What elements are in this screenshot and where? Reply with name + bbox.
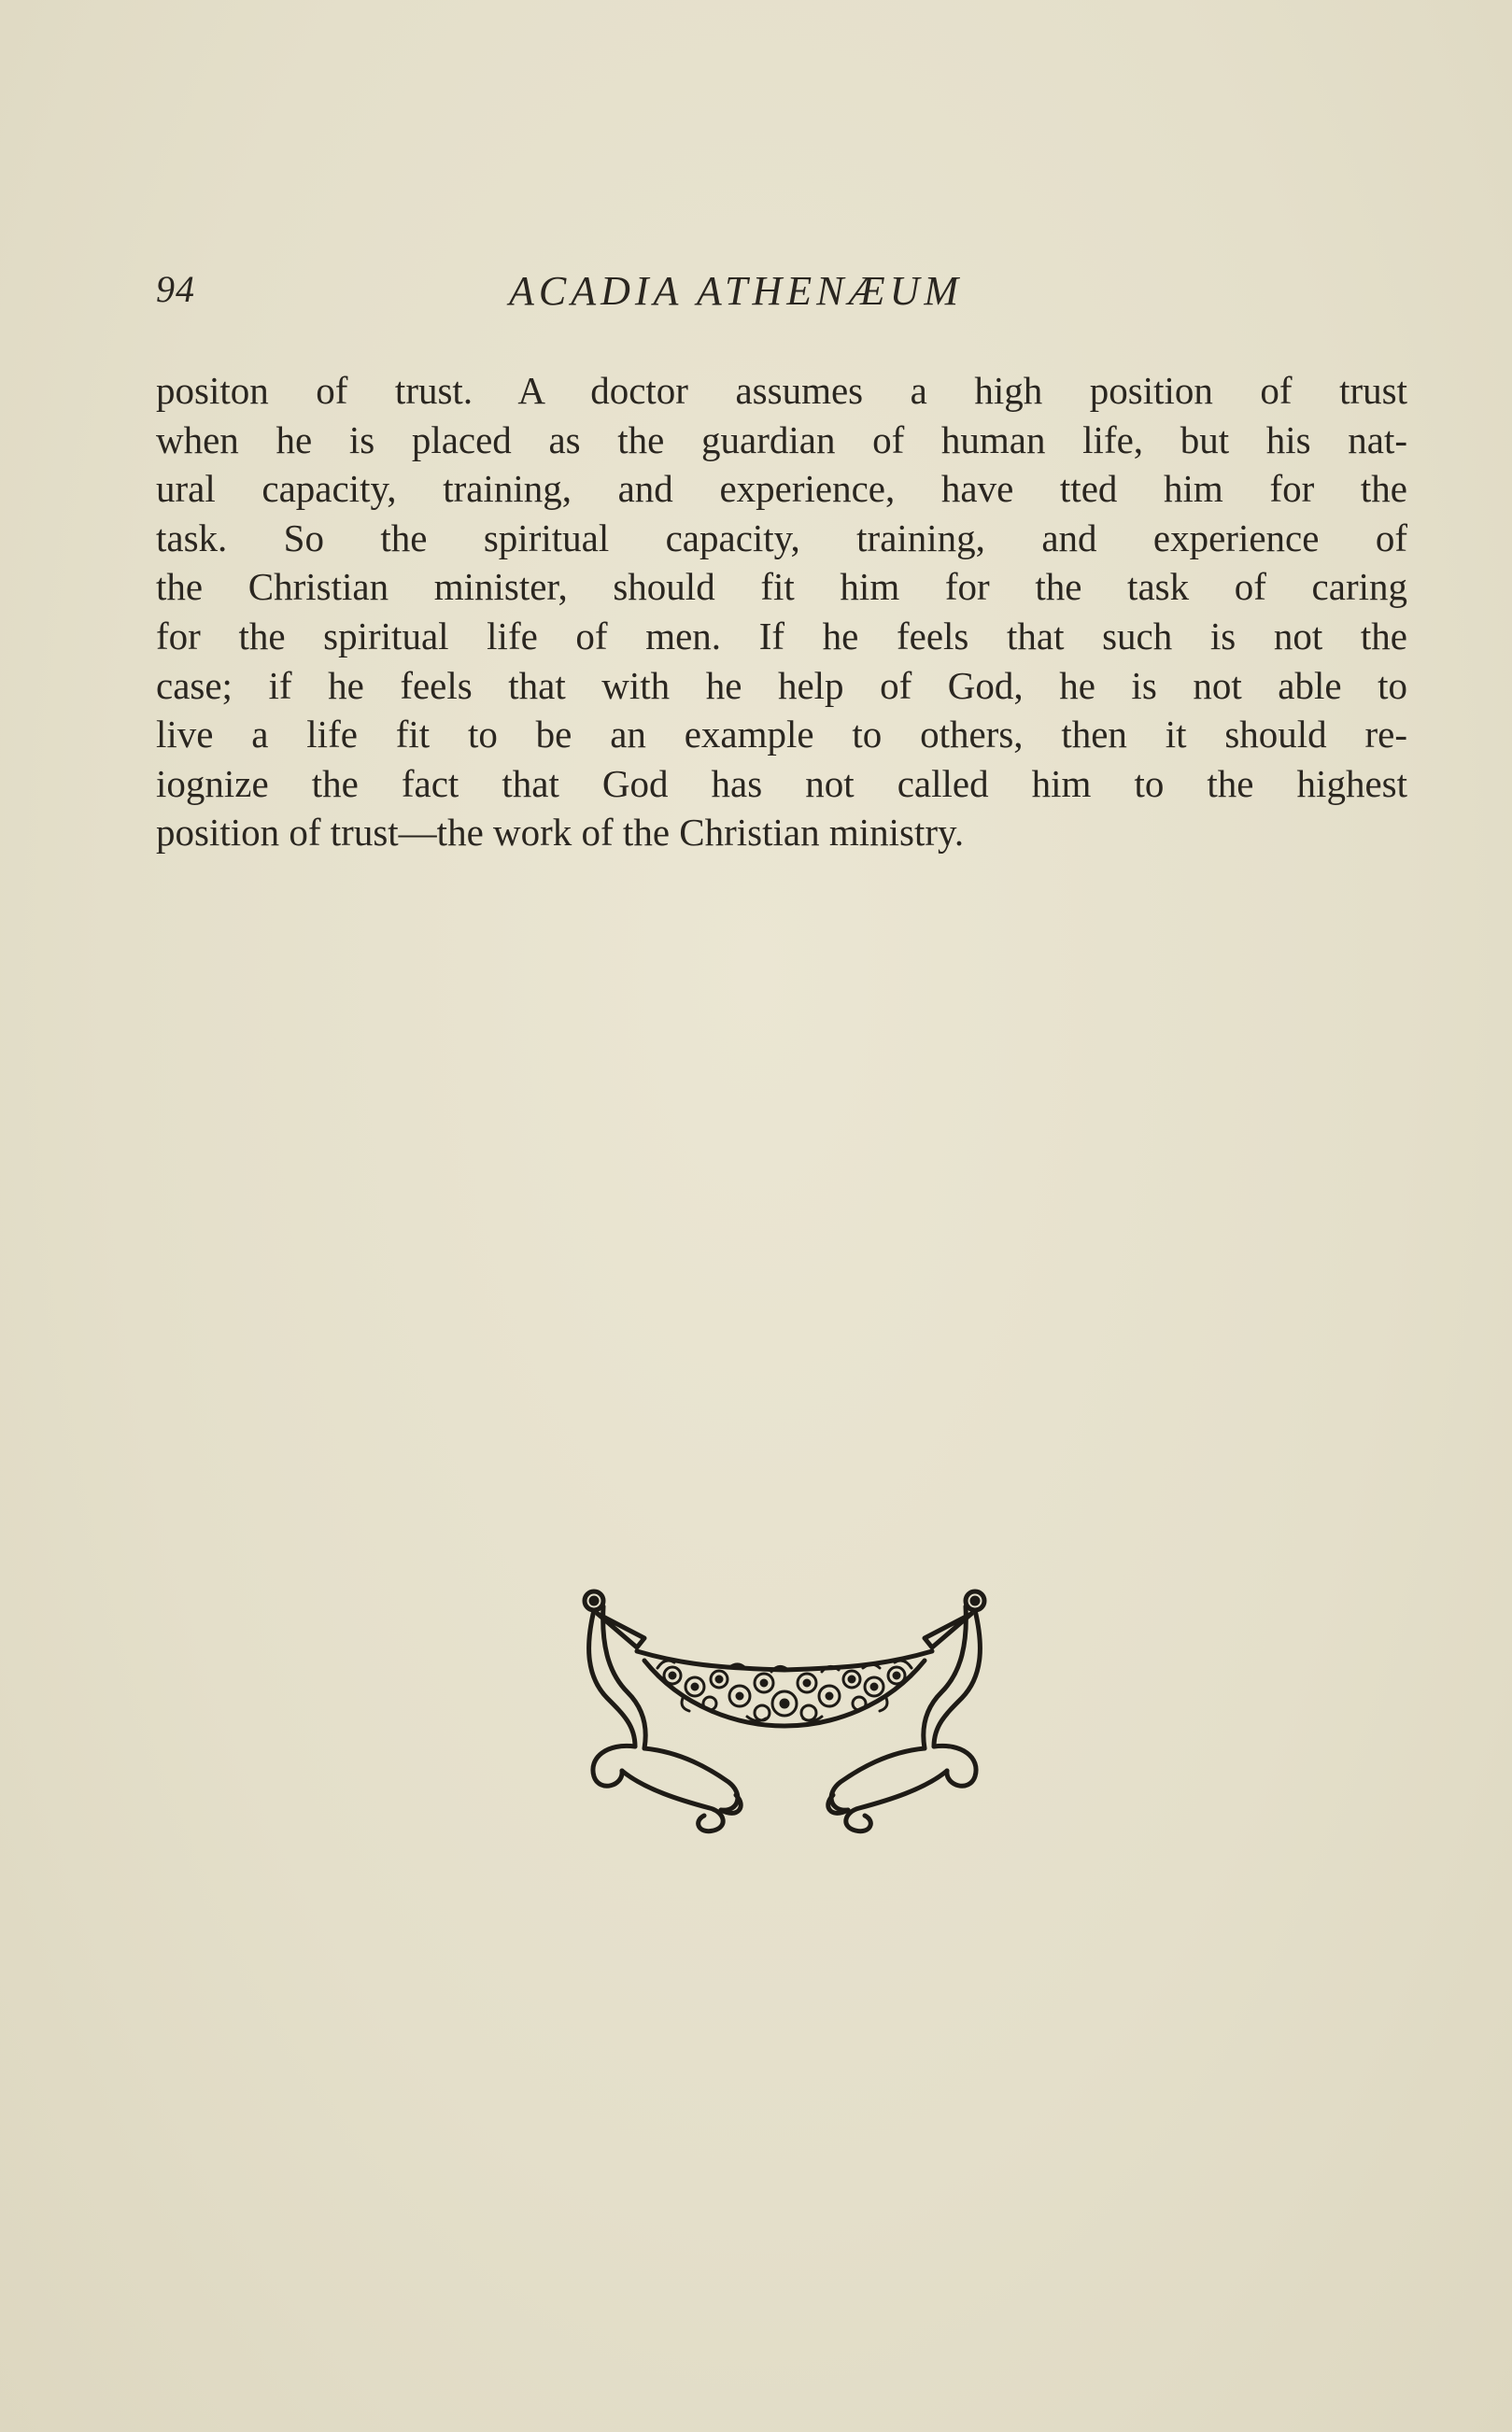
text-line: positon of trust. A doctor assumes a high position of trust	[156, 369, 1407, 412]
text-line: the Christian minister, should fit him for the task of caring	[156, 565, 1407, 609]
text-line: task. So the spiritual capacity, training, and experience of	[156, 516, 1407, 559]
text-line: case; if he feels that with he help of God, he is not able to	[156, 663, 1407, 707]
page-number: 94	[156, 268, 195, 310]
text-line: iognize the fact that God has not called him to the highest	[156, 761, 1407, 805]
text-line: when he is placed as the guardian of human life, but his nat-	[156, 417, 1407, 461]
running-header	[156, 267, 1407, 323]
floral-garland-ribbon-ornament-icon	[579, 1586, 990, 1840]
running-title: ACADIA ATHENÆUM	[509, 268, 964, 314]
text-line: ural capacity, training, and experience, have tted him for the	[156, 467, 1407, 511]
text-line: live a life fit to be an example to others, then it should re-	[156, 713, 1407, 756]
text-line: for the spiritual life of men. If he feels that such is not the	[156, 614, 1407, 657]
body-paragraph	[156, 366, 1407, 857]
text-line: position of trust—the work of the Christian ministry.	[156, 811, 965, 855]
